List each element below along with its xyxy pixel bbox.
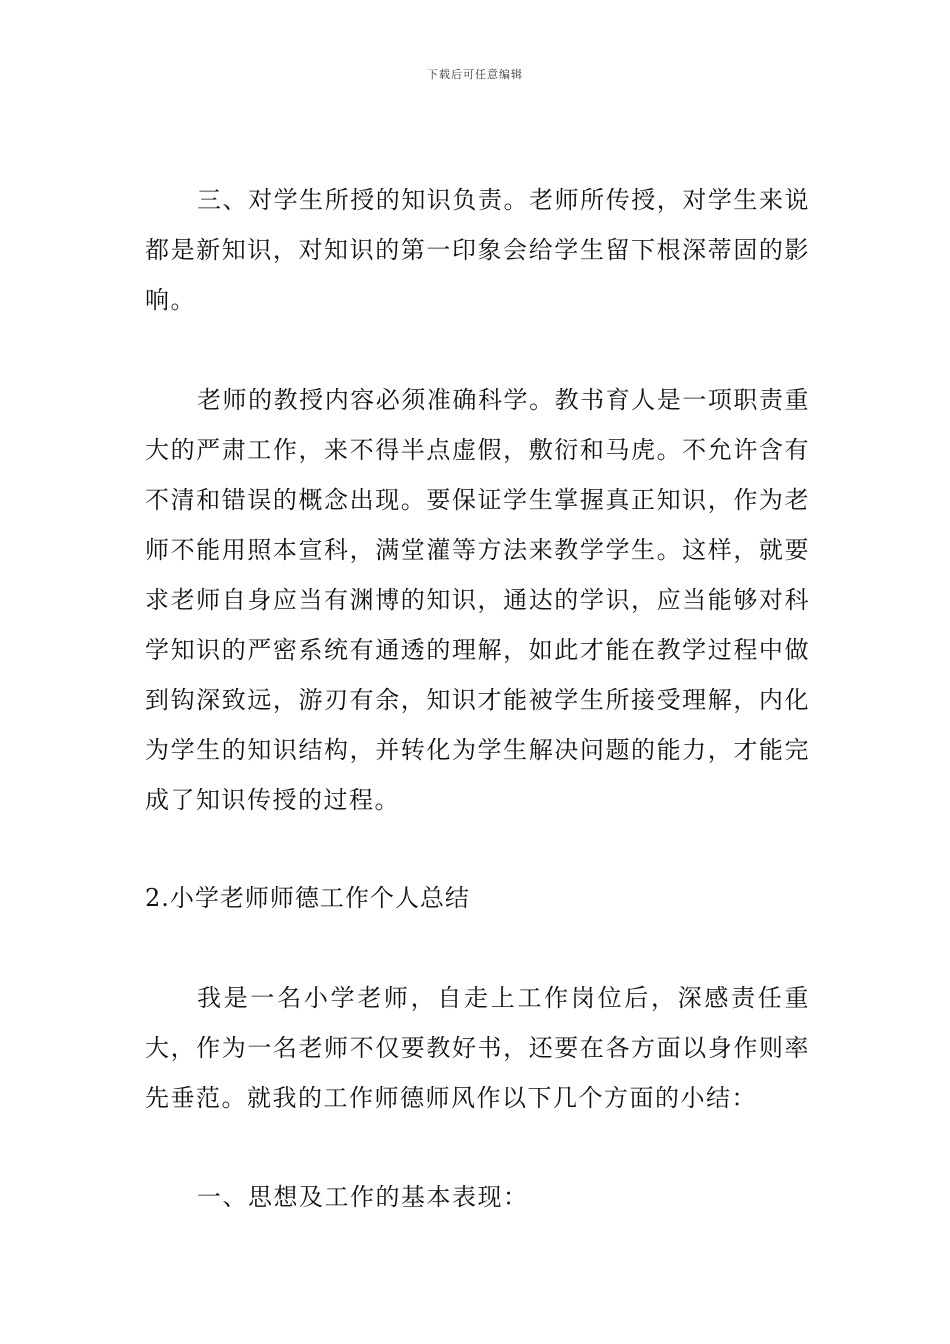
paragraph-subheading: 一、思想及工作的基本表现： [197,1183,529,1211]
paragraph-introduction: 我是一名小学老师，自走上工作岗位后，深感责任重大，作为一名老师不仅要教好书，还要在各方面以身作则率先垂范。就我的工作师德师风作以下几个方面的小结： [145,984,810,1112]
header-note: 下载后可任意编辑 [427,68,523,81]
paragraph-teaching-content: 老师的教授内容必须准确科学。教书育人是一项职责重大的严肃工作，来不得半点虚假，敷衍和马虎。不允许含有不清和错误的概念出现。要保证学生掌握真正知识，作为老师不能用照本宣科，满堂灌等方法来教学学生。这样，就要求老师自身应当有渊博的知识，通达的学识，应当能够对科学知识的严密系统有通透的理解，如此才能在教学过程中做到钩深致远，游刃有余，知识才能被学生所接受理解，内化为学生的知识结构，并转化为学生解决问题的能力，才能完成了知识传授的过程。 [145,386,810,814]
paragraph-responsibility: 三、对学生所授的知识负责。老师所传授，对学生来说都是新知识，对知识的第一印象会给学生留下根深蒂固的影响。 [145,186,810,314]
section-heading: 2.小学老师师德工作个人总结 [145,884,470,912]
